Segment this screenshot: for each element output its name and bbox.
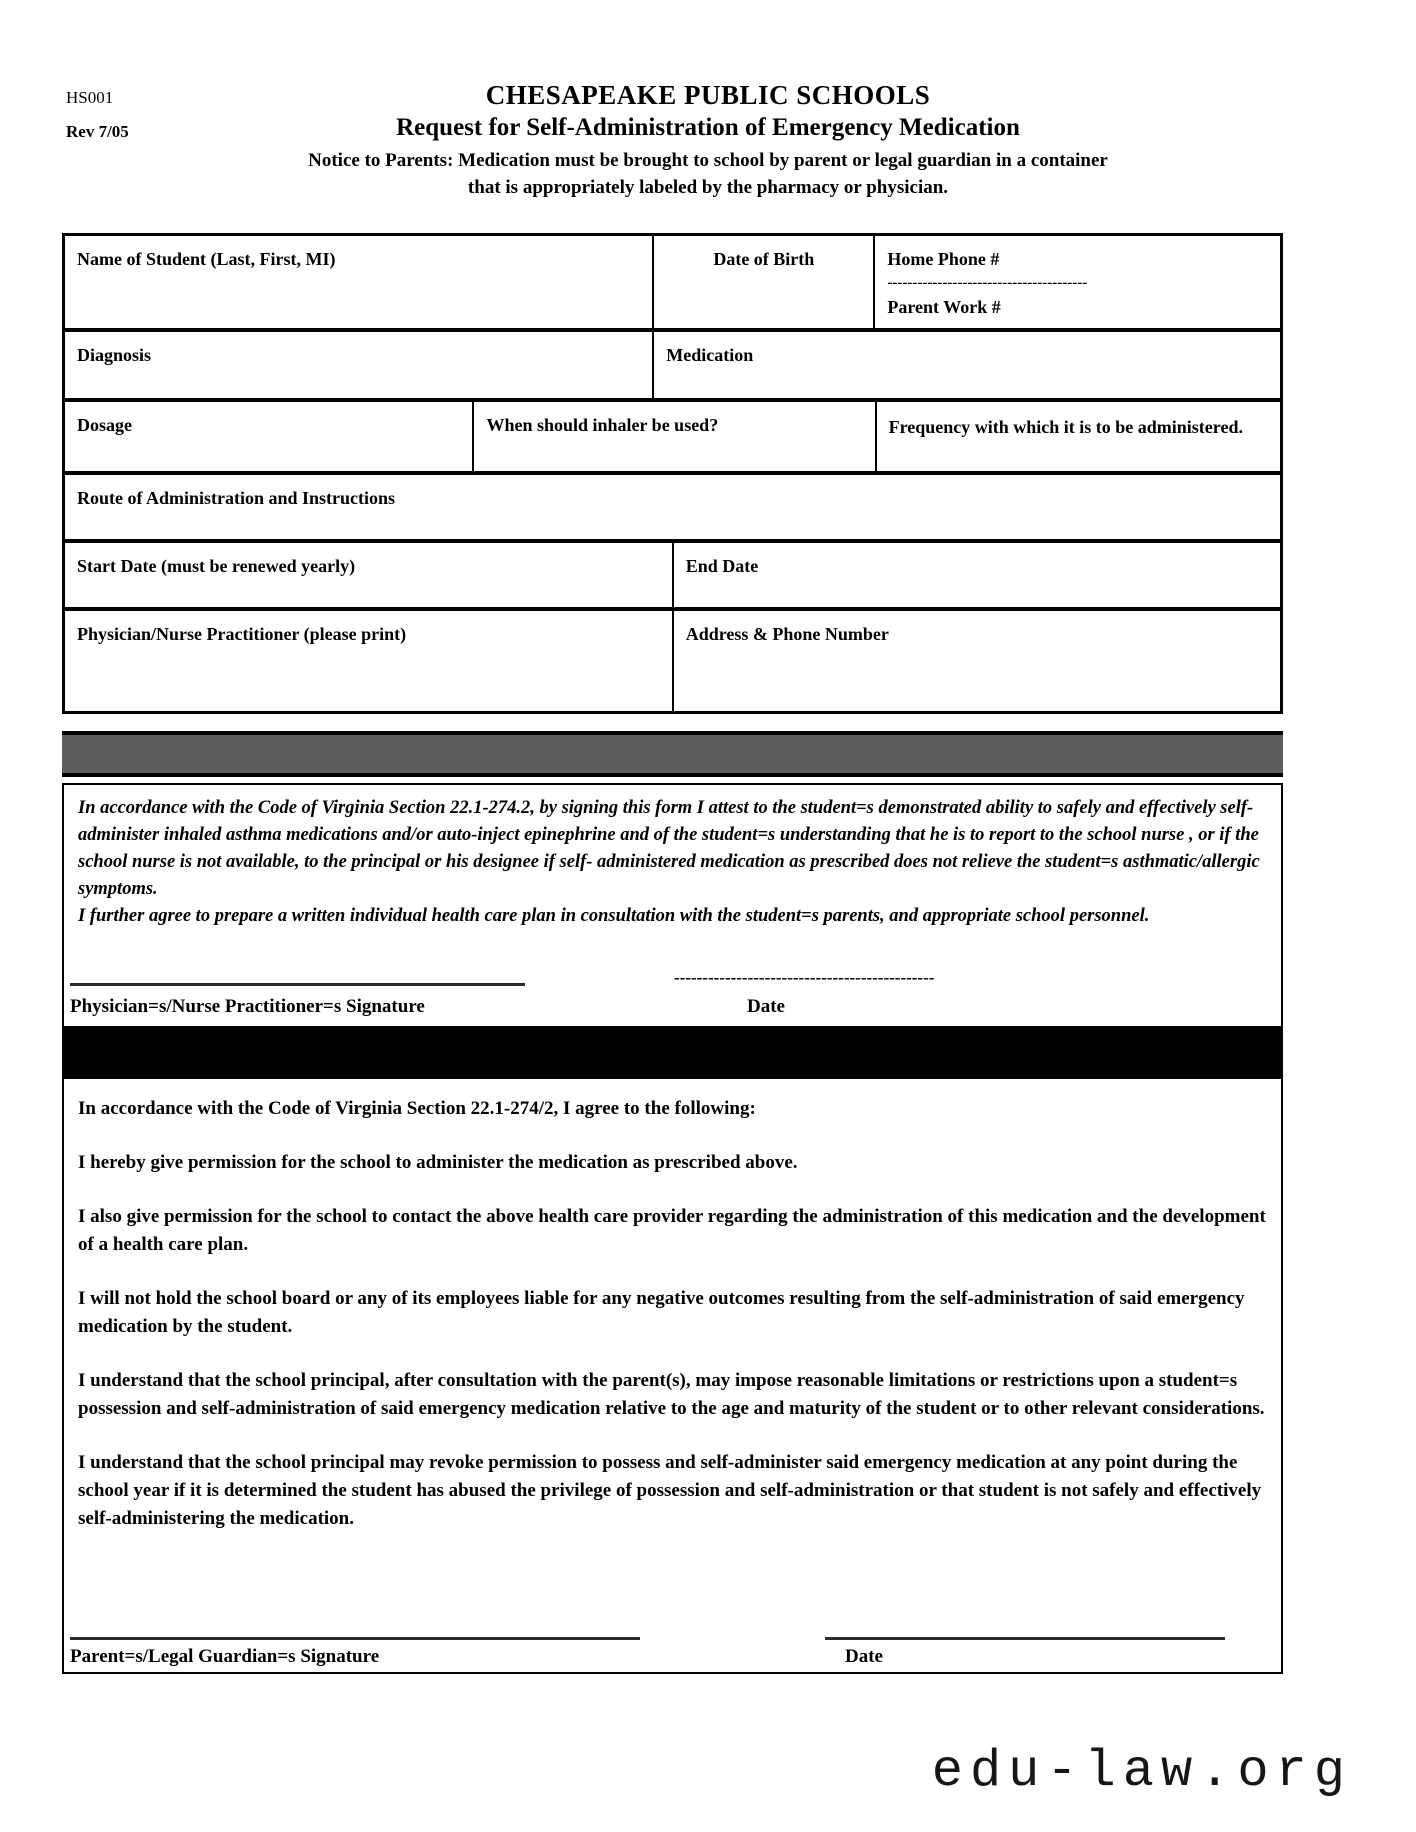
page-subtitle: Request for Self-Administration of Emergency Medication (396, 114, 1020, 141)
physician-attestation-section (62, 783, 1283, 1028)
student-name-field (65, 236, 654, 328)
frequency-field (877, 402, 1280, 471)
form-revision: Rev 7/05 (66, 122, 129, 141)
physician-signature-line (70, 983, 525, 986)
parent-agreement-paragraph: I hereby give permission for the school to administer the medication as prescribed above. (78, 1152, 798, 1173)
address-phone-label: Address & Phone Number (685, 624, 889, 644)
parent-agreement-intro: In accordance with the Code of Virginia Section 22.1-274/2, I agree to the following: (78, 1098, 756, 1119)
form-code: HS001 (66, 88, 114, 107)
start-date-field (65, 543, 674, 607)
table-row (65, 402, 1280, 475)
parent-agreement-paragraph: I also give permission for the school to contact the above health care provider regarding the administration of this medication and the development of a health care plan. (78, 1206, 1266, 1255)
phone-numbers-field (875, 236, 1280, 328)
parent-agreement-paragraph: I understand that the school principal may revoke permission to possess and self-administer said emergency medication at any point during the school year if it is determined the student has abused the privilege of possession and self-administration or that student is not safely and effectively self-administering the medication. (78, 1452, 1262, 1529)
dosage-field (65, 402, 474, 471)
parent-date-line (825, 1637, 1225, 1640)
parent-notice-line2: that is appropriately labeled by the pharmacy or physician. (467, 177, 949, 198)
diagnosis-label: Diagnosis (77, 345, 152, 365)
parent-notice-line1: Notice to Parents: Medication must be brought to school by parent or legal guardian in a container (308, 150, 1108, 171)
physician-signature-label: Physician=s/Nurse Practitioner=s Signature (70, 996, 425, 1017)
route-of-administration-field (65, 475, 1280, 539)
attestation-paragraph-1: In accordance with the Code of Virginia Section 22.1-274.2, by signing this form I attest to the student=s demonstrated ability to safely and effectively self-administer inhaled asthma medications and/or auto-inject epinephrine and of the student=s understanding that he is to report to the school nurse , or if the school nurse is not available, to the principal or his designee if self- administered medication as prescribed does not relieve the student=s asthmatic/allergic symptoms. (78, 798, 1260, 899)
diagnosis-field (65, 332, 654, 398)
table-row (65, 475, 1280, 543)
page-title: CHESAPEAKE PUBLIC SCHOOLS (485, 80, 931, 110)
phone-divider-dashes: ---------------------------------------- (887, 277, 1088, 289)
address-phone-field (674, 611, 1280, 711)
start-date-label: Start Date (must be renewed yearly) (77, 556, 356, 576)
parent-signature-line (70, 1637, 640, 1640)
physician-name-label: Physician/Nurse Practitioner (please print) (77, 624, 407, 644)
frequency-label: Frequency with which it is to be administered. (888, 417, 1243, 437)
date-of-birth-label: Date of Birth (713, 249, 815, 269)
parent-date-label: Date (845, 1646, 883, 1667)
medication-field (654, 332, 1280, 398)
parent-agreement-section (62, 1077, 1283, 1674)
dosage-label: Dosage (77, 415, 132, 435)
parent-work-phone-label: Parent Work # (887, 297, 1001, 317)
physician-date-line: ---------------------------------------------- (674, 968, 935, 987)
medication-info-table (62, 233, 1283, 714)
inhaler-usage-field (474, 402, 876, 471)
table-row (65, 543, 1280, 611)
physician-date-label: Date (747, 996, 785, 1017)
end-date-field (674, 543, 1280, 607)
home-phone-label: Home Phone # (887, 249, 1000, 269)
table-row (65, 332, 1280, 402)
table-row (65, 611, 1280, 711)
parent-agreement-paragraph: I understand that the school principal, after consultation with the parent(s), may impose reasonable limitations or restrictions upon a student=s possession and self-administration of said emergency medication relative to the age and maturity of the student or to other relevant considerations. (78, 1370, 1265, 1419)
parent-agreement-paragraph: I will not hold the school board or any of its employees liable for any negative outcomes resulting from the self-administration of said emergency medication by the student. (78, 1288, 1245, 1337)
attestation-paragraph-2: I further agree to prepare a written individual health care plan in consultation with the student=s parents, and appropriate school personnel. (78, 906, 1150, 926)
route-of-administration-label: Route of Administration and Instructions (77, 488, 396, 508)
gray-separator-bar (62, 731, 1283, 777)
parent-signature-label: Parent=s/Legal Guardian=s Signature (70, 1646, 380, 1667)
black-separator-bar (62, 1028, 1283, 1077)
end-date-label: End Date (685, 556, 759, 576)
student-name-label: Name of Student (Last, First, MI) (77, 249, 336, 269)
date-of-birth-field (654, 236, 875, 328)
physician-name-field (65, 611, 674, 711)
inhaler-usage-label: When should inhaler be used? (486, 415, 719, 435)
table-row (65, 236, 1280, 332)
watermark-text: edu-law.org (931, 1742, 1352, 1801)
medication-label: Medication (666, 345, 754, 365)
